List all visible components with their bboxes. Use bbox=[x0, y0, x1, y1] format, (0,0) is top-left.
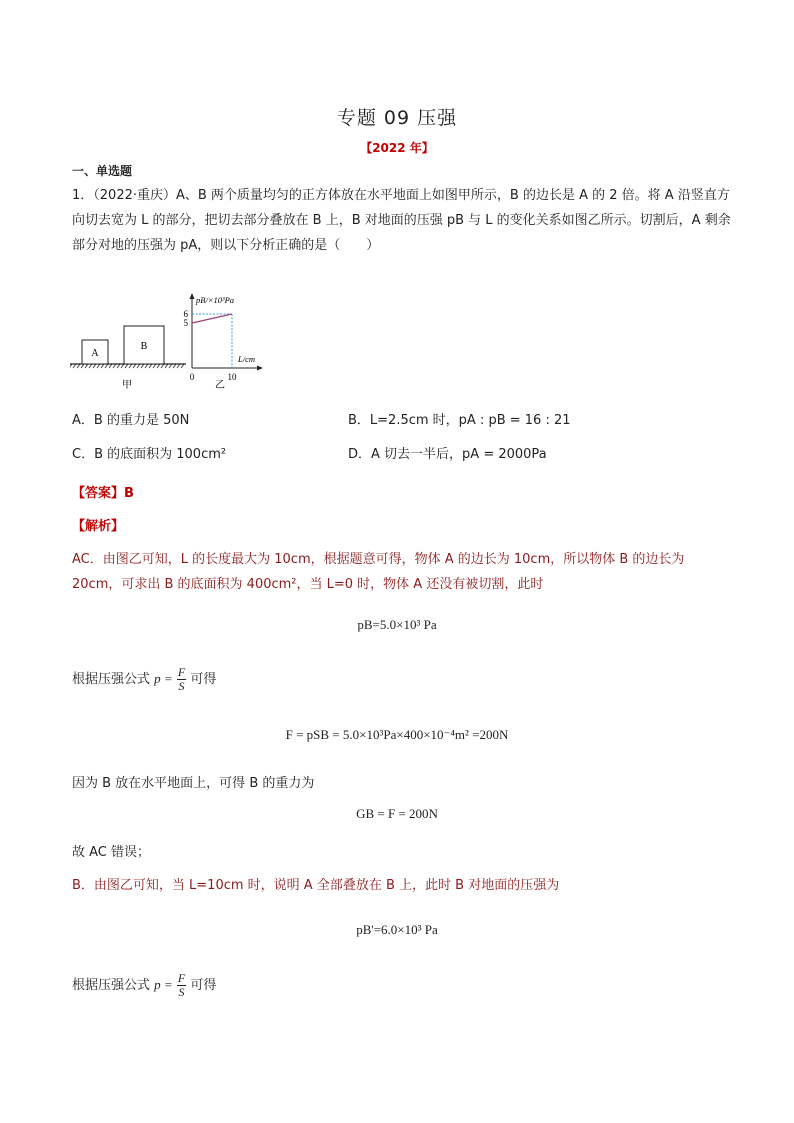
answer-label: 【答案】B bbox=[72, 486, 134, 501]
hatch-mark bbox=[149, 364, 152, 368]
option-b: B．L=2.5cm 时，pA : pB = 16 : 21 bbox=[348, 413, 571, 428]
hatch-mark bbox=[137, 364, 140, 368]
pressure-formula-lhs-2: p = bbox=[154, 977, 173, 992]
hatch-mark bbox=[173, 364, 176, 368]
question-text: 1．（2022·重庆）A、B 两个质量均匀的正方体放在水平地面上如图甲所示，B 的边长是 A 的 2 倍。将 A 沿竖直方向切去宽为 L 的部分，把切去部分叠放在 B 上，B 对地面的压强 pB 与 L 的变化关系如图乙所示。切割后，A 剩余部分对地的压强为 pA，则以下分析正确的是（ ） bbox=[72, 188, 731, 253]
option-a: A．B 的重力是 50N bbox=[72, 413, 190, 428]
formula-force: F = pSB = 5.0×10³Pa×400×10⁻⁴m² =200N bbox=[285, 727, 509, 742]
pressure-formula-lhs: p = bbox=[154, 671, 173, 686]
block-a-label: A bbox=[91, 348, 99, 359]
y-axis-arrow bbox=[190, 293, 195, 299]
pressure-formula-suffix-2: 可得 bbox=[190, 978, 217, 993]
hatch-mark bbox=[169, 364, 172, 368]
hatch-mark bbox=[81, 364, 84, 368]
hatch-mark bbox=[85, 364, 88, 368]
fraction-f-over-s: $\frac{F}{S}$ bbox=[177, 665, 186, 693]
page-title: 专题 09 压强 bbox=[336, 107, 458, 129]
formula-weight: GB = F = 200N bbox=[356, 806, 438, 821]
hatch-mark bbox=[77, 364, 80, 368]
formula-pb: pB=5.0×10³ Pa bbox=[357, 617, 437, 632]
hatch-mark bbox=[129, 364, 132, 368]
pressure-formula-prefix: 根据压强公式 bbox=[72, 672, 151, 687]
y-tick-5: 5 bbox=[183, 318, 188, 328]
hatch-mark bbox=[97, 364, 100, 368]
pressure-formula-suffix: 可得 bbox=[190, 672, 217, 687]
block-b-label: B bbox=[140, 341, 148, 352]
option-c: C．B 的底面积为 100cm² bbox=[72, 447, 227, 462]
hatch-mark bbox=[113, 364, 116, 368]
hatch-mark bbox=[70, 364, 72, 368]
y-tick-6: 6 bbox=[183, 309, 188, 319]
option-d: D．A 切去一半后，pA = 2000Pa bbox=[348, 447, 547, 462]
hatch-mark bbox=[73, 364, 76, 368]
label-jia: 甲 bbox=[122, 380, 132, 391]
origin-label: 0 bbox=[189, 372, 195, 382]
hatch-mark bbox=[125, 364, 128, 368]
x-axis-label: L/cm bbox=[238, 354, 255, 364]
hatch-mark bbox=[165, 364, 168, 368]
analysis-paragraph-ac: AC．由图乙可知，L 的长度最大为 10cm，根据题意可得，物体 A 的边长为 10cm，所以物体 B 的边长为 20cm，可求出 B 的底面积为 400cm²，当 L=0 时，物体 A 还没有被切割，此时 bbox=[72, 552, 685, 592]
hatch-mark bbox=[117, 364, 120, 368]
pressure-formula-line-1 bbox=[72, 666, 216, 693]
hatch-mark bbox=[141, 364, 144, 368]
analysis-paragraph-b: B．由图乙可知，当 L=10cm 时，说明 A 全部叠放在 B 上，此时 B 对地面的压强为 bbox=[72, 878, 560, 893]
x-axis-arrow bbox=[257, 366, 263, 371]
hatch-mark bbox=[177, 364, 180, 368]
hatch-mark bbox=[161, 364, 164, 368]
y-axis-label: pB/×10³Pa bbox=[196, 295, 235, 305]
pressure-formula-line-2 bbox=[72, 972, 216, 999]
ground-hatch bbox=[70, 364, 184, 368]
formula-pb-prime: pB'=6.0×10³ Pa bbox=[356, 922, 438, 937]
hatch-mark bbox=[109, 364, 112, 368]
analysis-label: 【解析】 bbox=[72, 519, 125, 534]
hatch-mark bbox=[93, 364, 96, 368]
section-heading: 一、单选题 bbox=[72, 164, 133, 178]
hatch-mark bbox=[133, 364, 136, 368]
hatch-mark bbox=[157, 364, 160, 368]
hatch-mark bbox=[145, 364, 148, 368]
hatch-mark bbox=[121, 364, 124, 368]
hatch-mark bbox=[89, 364, 92, 368]
series-line bbox=[192, 314, 232, 323]
question-figure bbox=[70, 292, 280, 392]
hatch-mark bbox=[101, 364, 104, 368]
hatch-mark bbox=[105, 364, 108, 368]
fraction-f-over-s-2: $\frac{F}{S}$ bbox=[177, 971, 186, 999]
analysis-conclusion-ac: 故 AC 错误； bbox=[72, 845, 151, 860]
year-tag: 【2022 年】 bbox=[360, 141, 434, 155]
x-tick-10: 10 bbox=[227, 372, 237, 382]
pressure-formula-prefix-2: 根据压强公式 bbox=[72, 978, 151, 993]
analysis-paragraph-weight: 因为 B 放在水平地面上，可得 B 的重力为 bbox=[72, 776, 315, 791]
label-yi: 乙 bbox=[215, 380, 225, 391]
hatch-mark bbox=[153, 364, 156, 368]
hatch-mark bbox=[181, 364, 184, 368]
